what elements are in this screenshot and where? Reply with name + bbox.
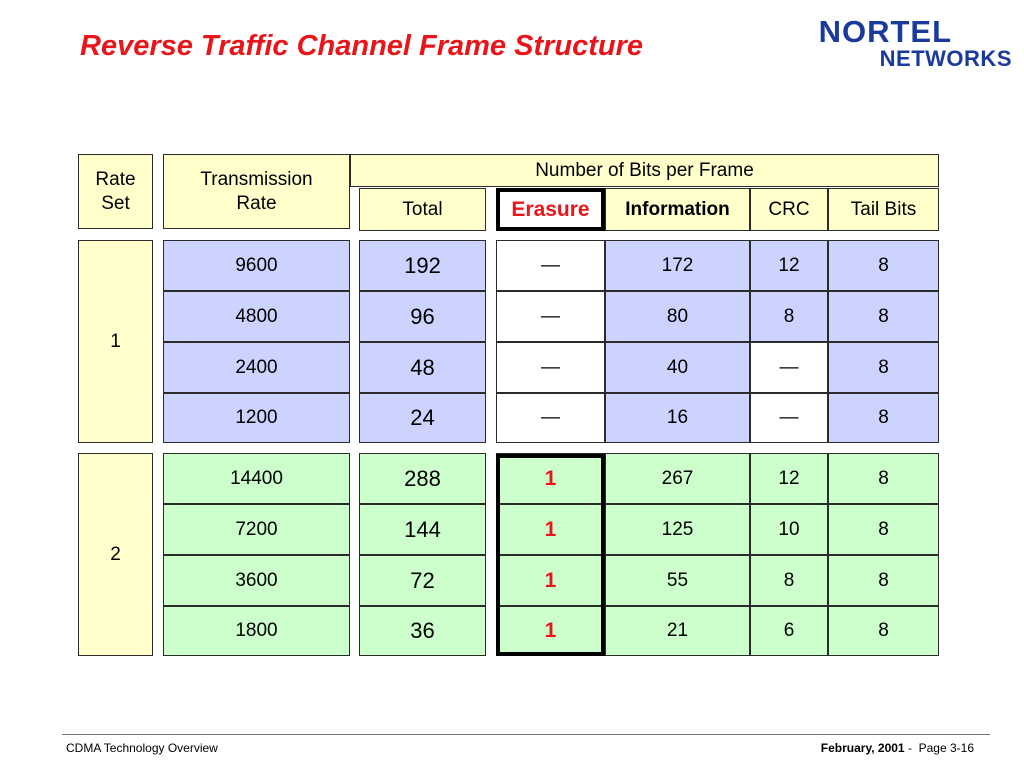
tail-bits-cell: 8 xyxy=(828,393,939,443)
rate-cell: 3600 xyxy=(163,555,350,606)
erasure-cell: — xyxy=(496,342,605,393)
crc-cell: — xyxy=(750,393,828,443)
tail-bits-cell: 8 xyxy=(828,342,939,393)
information-cell: 55 xyxy=(605,555,750,606)
erasure-cell: — xyxy=(496,291,605,342)
rate-cell: 14400 xyxy=(163,453,350,504)
information-cell: 125 xyxy=(605,504,750,555)
total-cell: 48 xyxy=(359,342,486,393)
footer-divider xyxy=(62,734,990,735)
header-bits-per-frame: Number of Bits per Frame xyxy=(350,154,939,187)
footer-date: February, 2001 xyxy=(820,741,905,755)
total-cell: 36 xyxy=(359,606,486,656)
erasure-cell: 1 xyxy=(496,504,605,555)
information-cell: 40 xyxy=(605,342,750,393)
information-cell: 80 xyxy=(605,291,750,342)
crc-cell: 12 xyxy=(750,240,828,291)
crc-cell: 6 xyxy=(750,606,828,656)
rate-cell: 7200 xyxy=(163,504,350,555)
logo-line-2: NETWORKS xyxy=(879,46,1012,71)
erasure-cell: 1 xyxy=(496,606,605,656)
crc-cell: 10 xyxy=(750,504,828,555)
information-cell: 21 xyxy=(605,606,750,656)
header-crc: CRC xyxy=(750,188,828,231)
crc-cell: 12 xyxy=(750,453,828,504)
erasure-cell: 1 xyxy=(496,555,605,606)
header-tail-bits: Tail Bits xyxy=(828,188,939,231)
rate-cell: 4800 xyxy=(163,291,350,342)
rate-cell: 1200 xyxy=(163,393,350,443)
header-transmission-rate: Transmission Rate xyxy=(163,154,350,229)
information-cell: 172 xyxy=(605,240,750,291)
total-cell: 192 xyxy=(359,240,486,291)
rate-cell: 2400 xyxy=(163,342,350,393)
rate-set-1-label: 1 xyxy=(78,240,153,443)
total-cell: 96 xyxy=(359,291,486,342)
logo-line-1: NORTEL xyxy=(818,14,952,49)
rate-cell: 9600 xyxy=(163,240,350,291)
header-information: Information xyxy=(605,188,750,231)
nortel-networks-logo xyxy=(818,14,1012,71)
tail-bits-cell: 8 xyxy=(828,606,939,656)
total-cell: 24 xyxy=(359,393,486,443)
footer-page-number: Page 3-16 xyxy=(918,741,974,755)
tail-bits-cell: 8 xyxy=(828,291,939,342)
footer-separator: - xyxy=(904,741,919,755)
header-total: Total xyxy=(359,188,486,231)
crc-cell: — xyxy=(750,342,828,393)
erasure-cell: 1 xyxy=(496,453,605,504)
erasure-cell: — xyxy=(496,393,605,443)
tail-bits-cell: 8 xyxy=(828,453,939,504)
information-cell: 267 xyxy=(605,453,750,504)
header-rate-set: Rate Set xyxy=(78,154,153,229)
crc-cell: 8 xyxy=(750,291,828,342)
footer-date-page xyxy=(821,741,974,755)
rate-cell: 1800 xyxy=(163,606,350,656)
tail-bits-cell: 8 xyxy=(828,504,939,555)
footer-course-title: CDMA Technology Overview xyxy=(66,741,218,755)
slide-title: Reverse Traffic Channel Frame Structure xyxy=(80,30,644,62)
crc-cell: 8 xyxy=(750,555,828,606)
rate-set-2-label: 2 xyxy=(78,453,153,656)
tail-bits-cell: 8 xyxy=(828,555,939,606)
total-cell: 72 xyxy=(359,555,486,606)
tail-bits-cell: 8 xyxy=(828,240,939,291)
header-erasure: Erasure xyxy=(496,188,605,231)
total-cell: 288 xyxy=(359,453,486,504)
total-cell: 144 xyxy=(359,504,486,555)
erasure-cell: — xyxy=(496,240,605,291)
information-cell: 16 xyxy=(605,393,750,443)
